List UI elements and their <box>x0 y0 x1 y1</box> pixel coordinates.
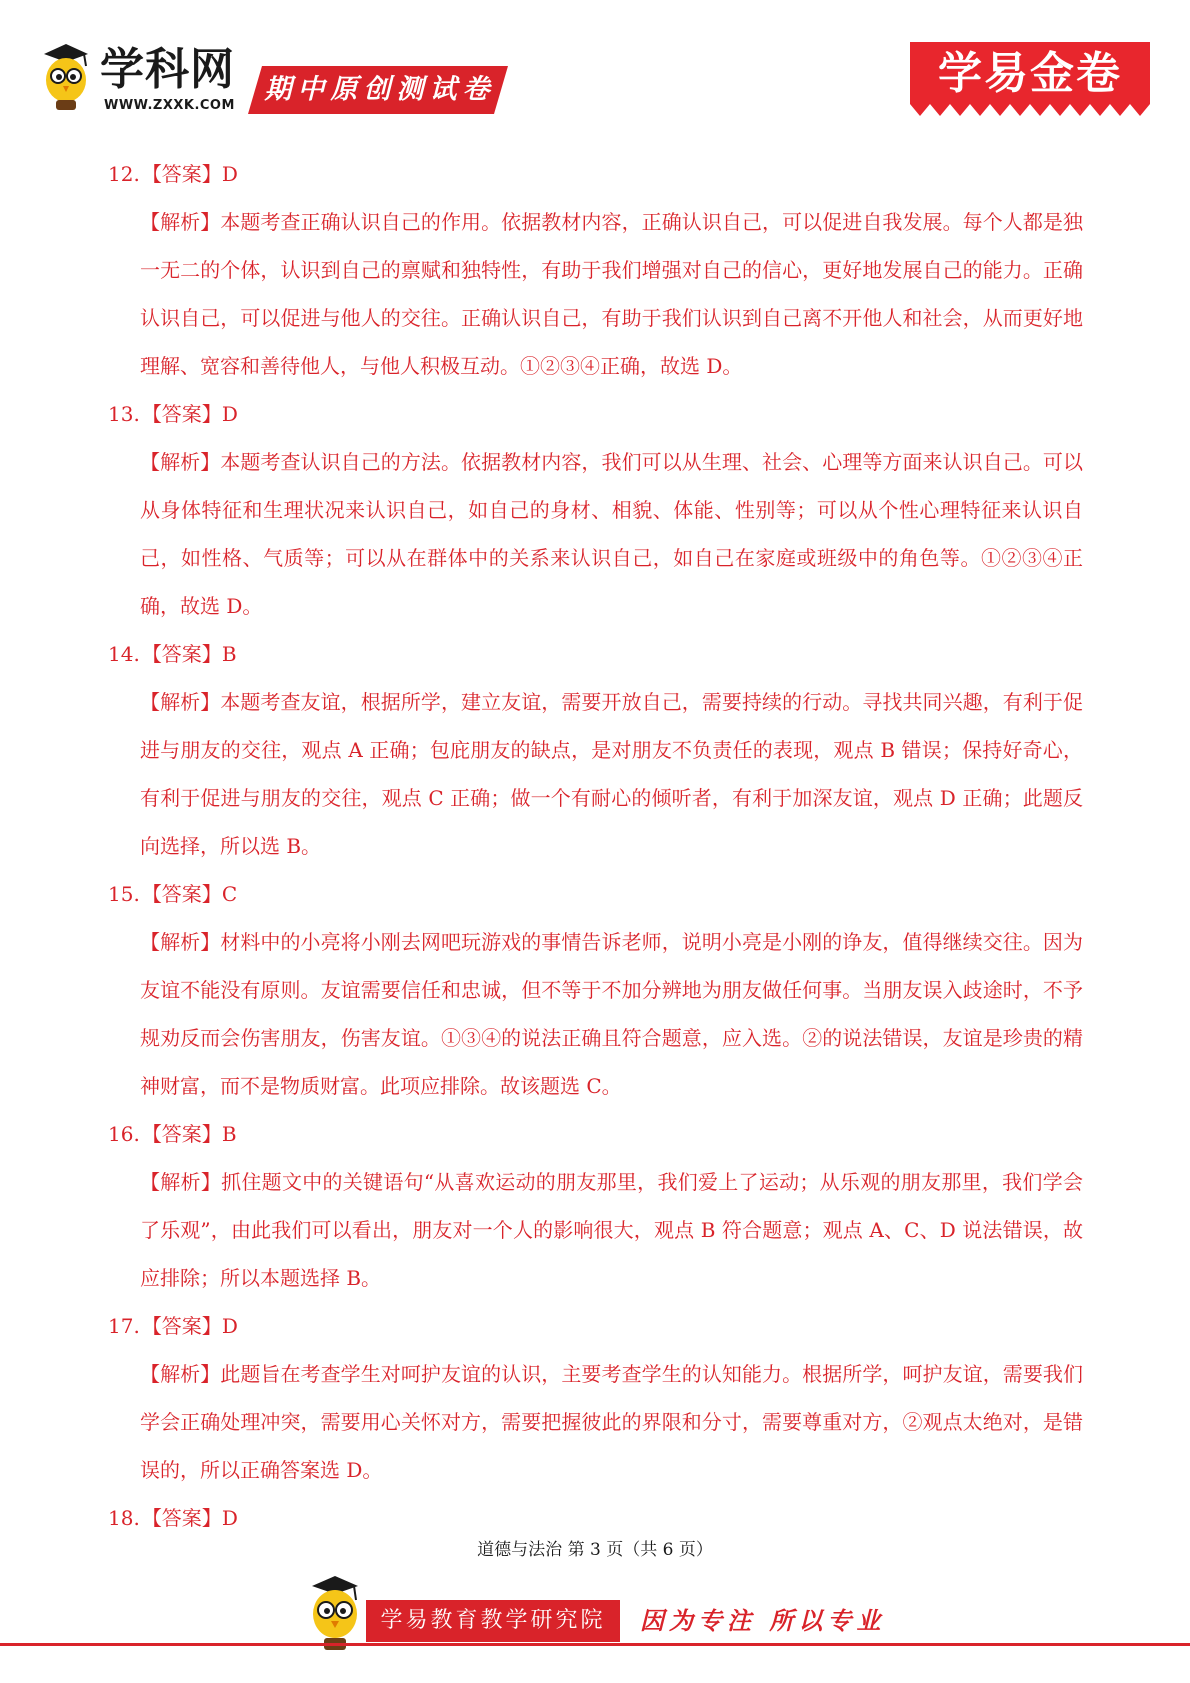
answer-label: 【答案】 <box>141 1122 222 1146</box>
answer-value: D <box>221 1506 238 1530</box>
slogan-text: 因为专注 所以专业 <box>640 1606 886 1635</box>
question-number: 18. <box>108 1506 140 1530</box>
answer-line <box>108 390 1083 438</box>
answer-line <box>108 1110 1083 1158</box>
page-header <box>0 0 1190 130</box>
analysis-text: 【解析】本题考查正确认识自己的作用。依据教材内容，正确认识自己，可以促进自我发展。每个人都是独一无二的个体，认识到自己的禀赋和独特性，有助于我们增强对自己的信心，更好地发展自己的能力。正确认识自己，可以促进与他人的交往。正确认识自己，有助于我们认识到自己离不开他人和社会，从而更好地理解、宽容和善待他人，与他人积极互动。①②③④正确，故选 D。 <box>140 210 1083 378</box>
question-item-13 <box>108 390 1083 630</box>
page-number: 道德与法治 第 3 页（共 6 页） <box>477 1540 713 1560</box>
question-item-14 <box>108 630 1083 870</box>
answer-line <box>108 630 1083 678</box>
answer-value: D <box>221 1314 238 1338</box>
analysis-text: 【解析】本题考查认识自己的方法。依据教材内容，我们可以从生理、社会、心理等方面来认识自己。可以从身体特征和生理状况来认识自己，如自己的身材、相貌、体能、性别等；可以从个性心理特征来认识自己，如性格、气质等；可以从在群体中的关系来认识自己，如自己在家庭或班级中的角色等。①②③④正确，故选 D。 <box>140 450 1083 618</box>
analysis-text: 【解析】本题考查友谊，根据所学，建立友谊，需要开放自己，需要持续的行动。寻找共同兴趣，有利于促进与朋友的交往，观点 A 正确；包庇朋友的缺点，是对朋友不负责任的表现，观点 B 错误；保持好奇心，有利于促进与朋友的交往，观点 C 正确；做一个有耐心的倾听者，有利于加深友谊，观点 D 正确；此题反向选择，所以选 B。 <box>140 690 1083 858</box>
exam-type-banner <box>248 66 508 114</box>
question-number: 12. <box>108 162 140 186</box>
question-number: 17. <box>108 1314 140 1338</box>
answer-key-content <box>108 150 1083 1542</box>
answer-label: 【答案】 <box>141 162 222 186</box>
question-item-12 <box>108 150 1083 390</box>
answer-line <box>108 1302 1083 1350</box>
answer-label: 【答案】 <box>141 882 222 906</box>
answer-value: C <box>221 882 238 906</box>
logo-url: WWW.ZXXK.COM <box>104 98 235 113</box>
exam-type-label: 期中原创测试卷 <box>264 74 496 105</box>
page-footer <box>0 1570 1190 1670</box>
answer-value: D <box>221 402 238 426</box>
answer-line <box>108 870 1083 918</box>
question-number: 13. <box>108 402 140 426</box>
answer-value: D <box>221 162 238 186</box>
question-item-18 <box>108 1494 1083 1542</box>
answer-value: B <box>221 642 237 666</box>
answer-label: 【答案】 <box>141 1314 222 1338</box>
answer-line <box>108 150 1083 198</box>
footer-divider <box>0 1643 1190 1646</box>
question-item-16 <box>108 1110 1083 1302</box>
question-item-15 <box>108 870 1083 1110</box>
answer-label: 【答案】 <box>141 402 222 426</box>
question-number: 16. <box>108 1122 140 1146</box>
answer-label: 【答案】 <box>141 1506 222 1530</box>
institute-label: 学易教育教学研究院 <box>366 1600 620 1642</box>
analysis-text: 【解析】抓住题文中的关键语句“从喜欢运动的朋友那里，我们爱上了运动；从乐观的朋友那里，我们学会了乐观”，由此我们可以看出，朋友对一个人的影响很大，观点 B 符合题意；观点 A、C、D 说法错误，故应排除；所以本题选择 B。 <box>140 1170 1083 1290</box>
owl-mascot-icon <box>40 42 92 112</box>
question-number: 15. <box>108 882 140 906</box>
owl-mascot-icon <box>306 1574 364 1652</box>
question-number: 14. <box>108 642 140 666</box>
analysis-text: 【解析】此题旨在考查学生对呵护友谊的认识，主要考查学生的认知能力。根据所学，呵护友谊，需要我们学会正确处理冲突，需要用心关怀对方，需要把握彼此的界限和分寸，需要尊重对方，②观点太绝对，是错误的，所以正确答案选 D。 <box>140 1362 1083 1482</box>
question-item-17 <box>108 1302 1083 1494</box>
logo-text: 学科网 <box>100 44 235 95</box>
answer-line <box>108 1494 1083 1542</box>
brand-title: 学易金卷 <box>938 48 1122 99</box>
answer-value: B <box>221 1122 237 1146</box>
brand-badge <box>910 42 1150 116</box>
answer-label: 【答案】 <box>141 642 222 666</box>
analysis-text: 【解析】材料中的小亮将小刚去网吧玩游戏的事情告诉老师，说明小亮是小刚的诤友，值得继续交往。因为友谊不能没有原则。友谊需要信任和忠诚，但不等于不加分辨地为朋友做任何事。当朋友误入歧途时，不予规劝反而会伤害朋友，伤害友谊。①③④的说法正确且符合题意，应入选。②的说法错误，友谊是珍贵的精神财富，而不是物质财富。此项应排除。故该题选 C。 <box>140 930 1083 1098</box>
